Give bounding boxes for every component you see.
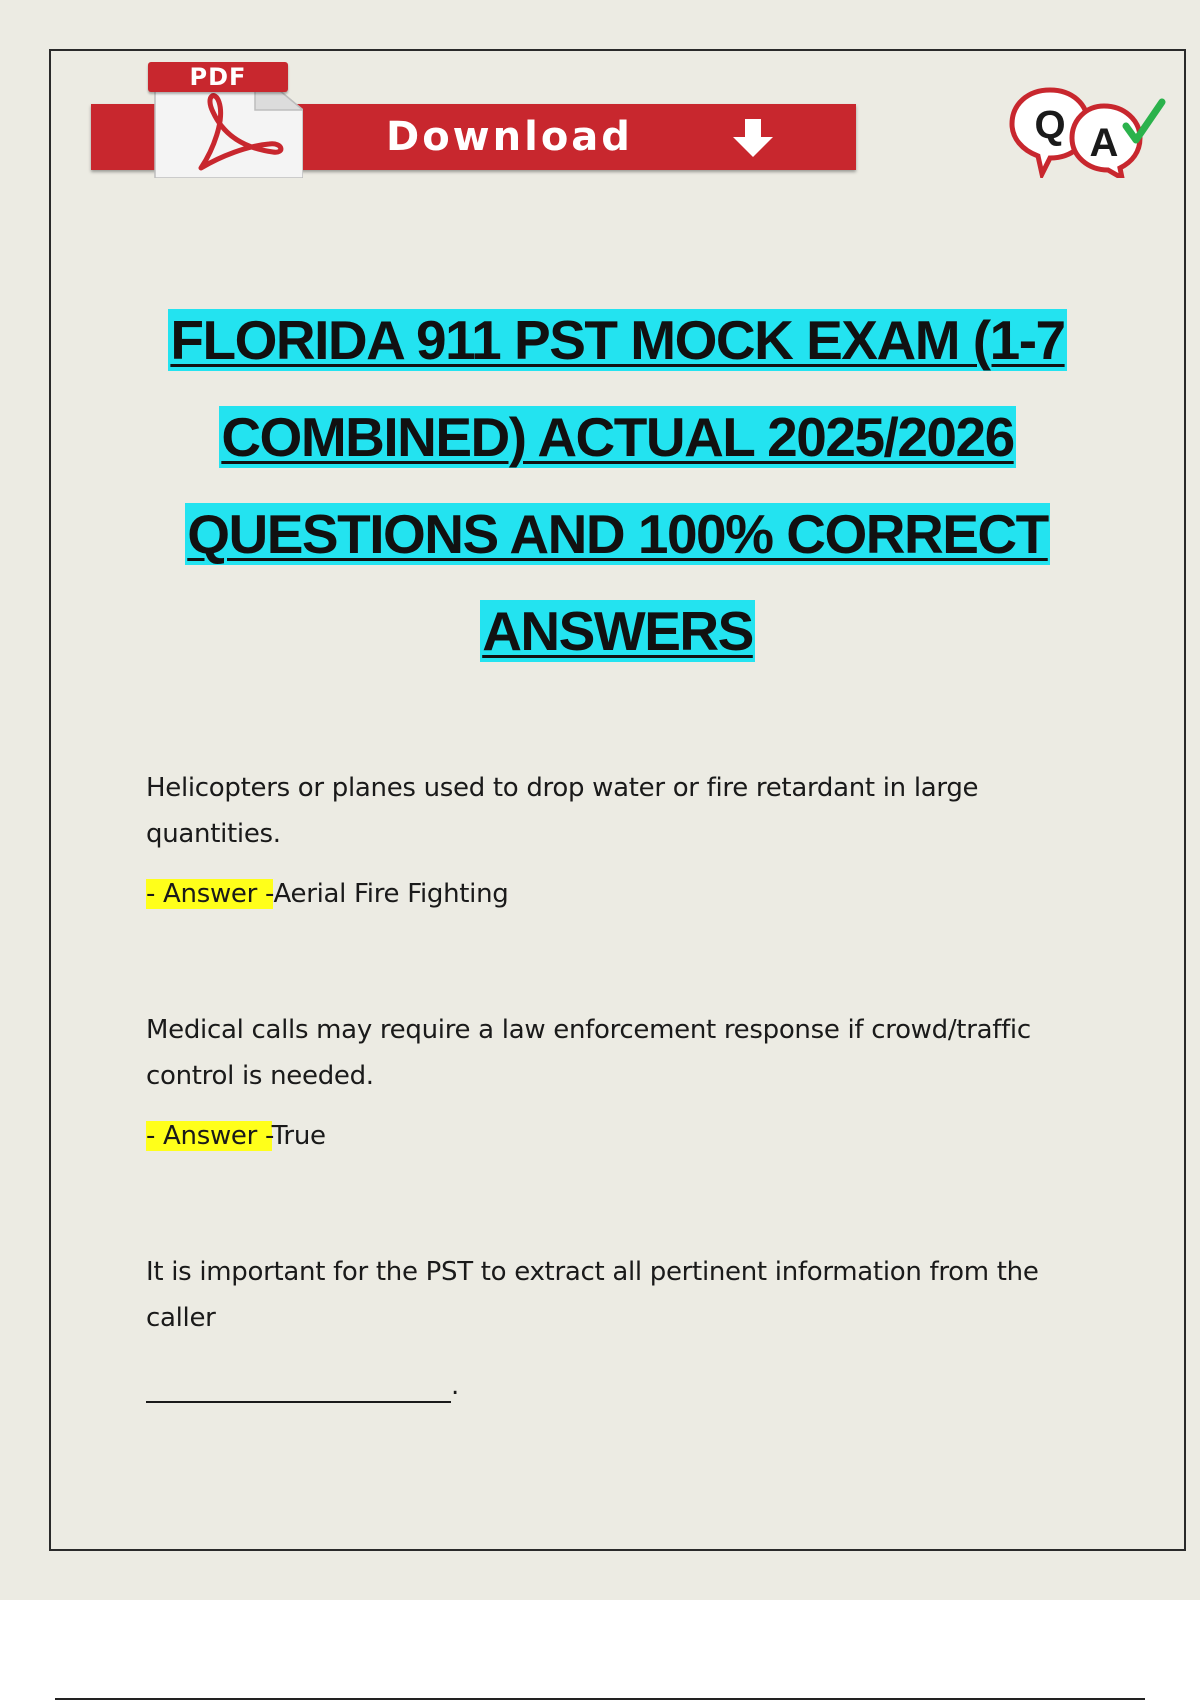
document-title <box>120 292 1115 680</box>
blank-line <box>146 1373 451 1403</box>
answer-prefix: - Answer - <box>146 879 274 909</box>
pdf-tab-label: PDF <box>148 62 288 92</box>
qa-logo-graphic <box>1008 82 1168 178</box>
answer-line <box>146 877 1096 911</box>
qa-logo <box>1008 82 1168 178</box>
arrow-down-icon <box>731 117 775 159</box>
question-text: Medical calls may require a law enforcement response if crowd/traffic control is needed. <box>146 1015 1031 1091</box>
logo-q-letter: Q <box>1034 103 1066 147</box>
pdf-download-banner[interactable] <box>91 60 861 180</box>
question-text: Helicopters or planes used to drop water or fire retardant in large quantities. <box>146 773 979 849</box>
download-label: Download <box>386 114 633 160</box>
qa-item <box>146 765 1096 911</box>
answer-line <box>146 1119 1096 1153</box>
blank-suffix: . <box>451 1371 460 1401</box>
question-text: It is important for the PST to extract all pertinent information from the caller <box>146 1257 1039 1333</box>
answer-prefix: - Answer - <box>146 1121 272 1151</box>
qa-item <box>146 1249 1096 1403</box>
qa-item <box>146 1007 1096 1153</box>
answer-text: Aerial Fire Fighting <box>273 879 509 909</box>
title-line-3: QUESTIONS AND 100% CORRECT <box>187 503 1048 565</box>
logo-a-letter: A <box>1089 121 1119 165</box>
title-line-2: COMBINED) ACTUAL 2025/2026 <box>221 406 1014 468</box>
title-line-4: ANSWERS <box>482 600 753 662</box>
answer-text: True <box>271 1121 326 1151</box>
fill-in-blank <box>146 1369 1096 1403</box>
pdf-file-icon <box>143 60 303 178</box>
title-line-1: FLORIDA 911 PST MOCK EXAM (1-7 <box>170 309 1065 371</box>
